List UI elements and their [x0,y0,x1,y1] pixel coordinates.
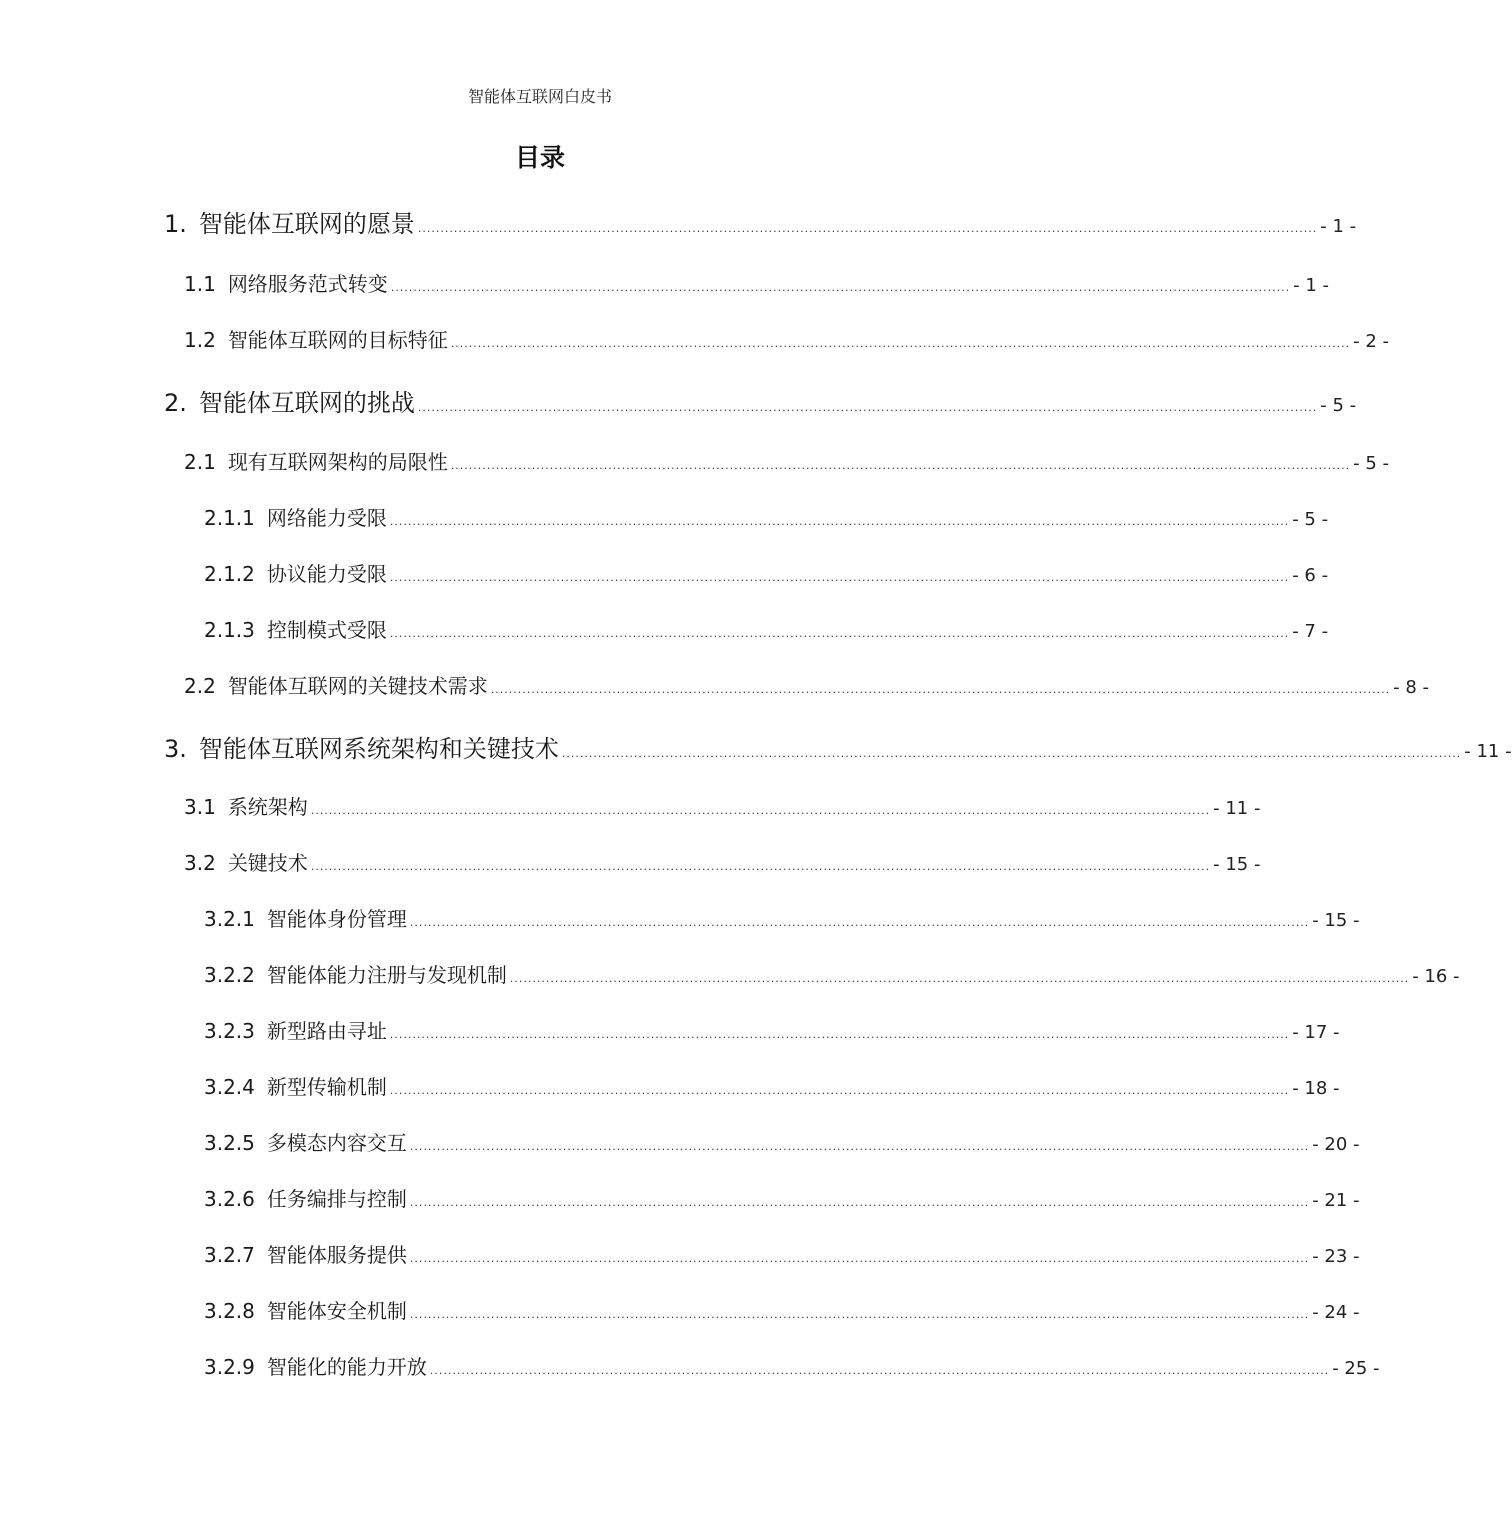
toc-entry[interactable] [204,1183,1360,1212]
toc-entry[interactable] [204,1071,1340,1100]
dot-leader: ........................................................................................................................................................................................................ [409,1252,1310,1265]
dot-leader: ........................................................................................................................................................................................................ [310,860,1211,873]
dot-leader: ........................................................................................................................................................................................................ [389,1084,1290,1097]
dot-leader: ........................................................................................................................................................................................................ [561,747,1462,760]
toc-entry[interactable] [184,670,1430,699]
dot-leader: ........................................................................................................................................................................................................ [429,1364,1330,1377]
toc-entry-title: 关键技术 [227,851,308,875]
toc-entry-title: 智能体互联网的愿景 [198,210,415,238]
dot-leader: ........................................................................................................................................................................................................ [450,337,1351,350]
dot-leader: ........................................................................................................................................................................................................ [409,916,1310,929]
dot-leader: ........................................................................................................................................................................................................ [450,459,1351,472]
toc-entry-number: 2.1.2 [204,562,255,586]
toc-entry[interactable] [184,791,1261,820]
toc-entry-page: - 5 - [1292,509,1329,530]
dot-leader: ........................................................................................................................................................................................................ [417,401,1318,414]
toc-entry[interactable] [204,959,1460,988]
toc-entry-page: - 24 - [1312,1302,1360,1323]
toc-entry-title: 控制模式受限 [266,618,387,642]
dot-leader: ........................................................................................................................................................................................................ [490,683,1391,696]
toc-entry[interactable] [204,558,1329,587]
toc-entry-page: - 5 - [1353,453,1390,474]
toc-entry-title: 智能体互联网的目标特征 [227,328,448,352]
toc-entry-title: 智能体服务提供 [266,1243,407,1267]
toc-entry-title: 智能体安全机制 [266,1299,407,1323]
toc-entry-number: 3.2.8 [204,1299,255,1323]
toc-entry-title: 任务编排与控制 [266,1187,407,1211]
toc-entry[interactable] [204,1295,1360,1324]
toc-entry[interactable] [184,446,1390,475]
toc-entry-title: 网络能力受限 [266,506,387,530]
toc-entry-page: - 15 - [1312,910,1360,931]
toc-entry-page: - 5 - [1320,395,1357,416]
toc-entry[interactable] [204,1127,1360,1156]
toc-entry[interactable] [204,502,1329,531]
toc-entry-title: 智能化的能力开放 [266,1355,427,1379]
toc-entry-number: 3.2.4 [204,1075,255,1099]
toc-entry-title: 网络服务范式转变 [227,272,388,296]
toc-entry-number: 1.1 [184,272,216,296]
toc-entry-page: - 1 - [1320,216,1357,237]
toc-entry-number: 3.2.6 [204,1187,255,1211]
toc-entry[interactable] [164,729,1512,764]
toc-entry[interactable] [184,847,1261,876]
toc-entry-number: 3.2.1 [204,907,255,931]
toc-entry-number: 3.2 [184,851,216,875]
toc-entry-number: 2.1.3 [204,618,255,642]
toc-entry-page: - 20 - [1312,1134,1360,1155]
dot-leader: ........................................................................................................................................................................................................ [417,222,1318,235]
toc-entry-number: 1.2 [184,328,216,352]
toc-entry-title: 智能体能力注册与发现机制 [266,963,507,987]
toc-entry-number: 3.2.3 [204,1019,255,1043]
toc-entry[interactable] [184,324,1390,353]
toc-entry-page: - 15 - [1213,854,1261,875]
toc-entry-number: 2.1 [184,450,216,474]
toc-entry-title: 智能体身份管理 [266,907,407,931]
dot-leader: ........................................................................................................................................................................................................ [389,1028,1290,1041]
dot-leader: ........................................................................................................................................................................................................ [389,571,1290,584]
dot-leader: ........................................................................................................................................................................................................ [409,1308,1310,1321]
toc-entry[interactable] [164,204,1357,239]
toc-entry-number: 3.1 [184,795,216,819]
toc-entry[interactable] [184,268,1330,297]
dot-leader: ........................................................................................................................................................................................................ [310,804,1211,817]
toc-entry-page: - 21 - [1312,1190,1360,1211]
toc-entry-title: 智能体互联网系统架构和关键技术 [198,735,559,763]
dot-leader: ........................................................................................................................................................................................................ [509,972,1410,985]
toc-entry[interactable] [204,1351,1380,1380]
toc-entry-page: - 8 - [1393,677,1430,698]
toc-entry[interactable] [204,1015,1340,1044]
toc-entry-page: - 11 - [1213,798,1261,819]
toc-entry-page: - 16 - [1412,966,1460,987]
toc-entry-number: 2. [164,389,187,417]
dot-leader: ........................................................................................................................................................................................................ [389,515,1290,528]
dot-leader: ........................................................................................................................................................................................................ [390,281,1291,294]
dot-leader: ........................................................................................................................................................................................................ [389,627,1290,640]
toc-entry-page: - 18 - [1292,1078,1340,1099]
toc-entry-page: - 7 - [1292,621,1329,642]
running-header: 智能体互联网白皮书 [467,87,612,106]
toc-entry-number: 3.2.9 [204,1355,255,1379]
dot-leader: ........................................................................................................................................................................................................ [409,1140,1310,1153]
toc-entry-number: 3.2.2 [204,963,255,987]
toc-entry-title: 协议能力受限 [266,562,387,586]
toc-entry-title: 多模态内容交互 [266,1131,407,1155]
toc-entry-page: - 17 - [1292,1022,1340,1043]
toc-entry-title: 现有互联网架构的局限性 [227,450,448,474]
toc-entry[interactable] [204,614,1329,643]
toc-entry-title: 系统架构 [227,795,308,819]
toc-entry-page: - 25 - [1332,1358,1380,1379]
toc-entry-page: - 2 - [1353,331,1390,352]
toc-title: 目录 [514,143,565,172]
toc-entry-page: - 6 - [1292,565,1329,586]
toc-entry[interactable] [204,903,1360,932]
toc-entry-number: 3.2.7 [204,1243,255,1267]
toc-entry-title: 智能体互联网的关键技术需求 [227,674,488,698]
toc-entry-title: 新型传输机制 [266,1075,387,1099]
toc-entry-number: 3. [164,735,187,763]
toc-entry-number: 2.1.1 [204,506,255,530]
toc-entry-number: 2.2 [184,674,216,698]
toc-entry[interactable] [164,383,1357,418]
toc-entry-title: 新型路由寻址 [266,1019,387,1043]
toc-entry-number: 3.2.5 [204,1131,255,1155]
toc-entry-title: 智能体互联网的挑战 [198,389,415,417]
toc-entry-number: 1. [164,210,187,238]
dot-leader: ........................................................................................................................................................................................................ [409,1196,1310,1209]
toc-entry-page: - 23 - [1312,1246,1360,1267]
toc-entry[interactable] [204,1239,1360,1268]
toc-entry-page: - 1 - [1293,275,1330,296]
toc-entry-page: - 11 - [1464,741,1512,762]
